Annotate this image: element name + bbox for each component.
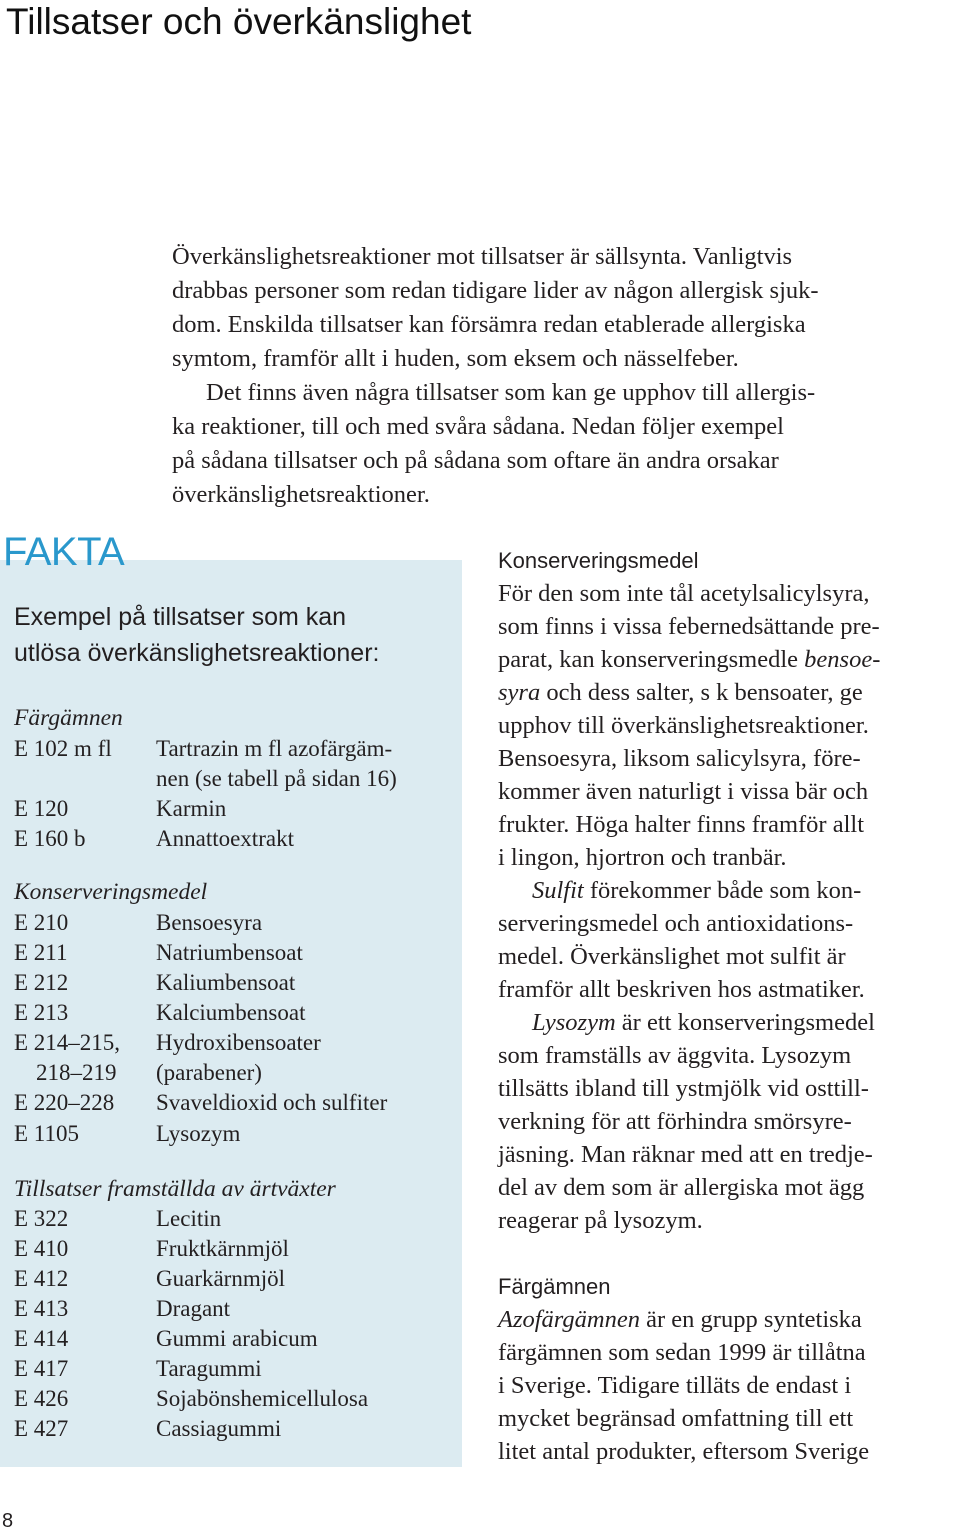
group-title-artvaxter: Tillsatser framställda av ärtväxter (14, 1176, 336, 1202)
body-text: är ett konserveringsmedel (615, 1009, 875, 1036)
page-title: Tillsatser och överkänslighet (6, 1, 472, 42)
additive-name: Cassiagummi (156, 1416, 282, 1441)
fakta-heading-line: Exempel på tillsatser som kan (14, 603, 347, 631)
additive-name: Gummi arabicum (156, 1326, 318, 1351)
additive-name: Dragant (156, 1296, 231, 1321)
additive-code: E 410 (14, 1236, 69, 1261)
additive-name: Tartrazin m fl azofärgäm- (156, 736, 393, 761)
additive-name: Bensoesyra (156, 910, 263, 935)
additive-name: Guarkärnmjöl (156, 1266, 286, 1291)
intro-line: ka reaktioner, till och med svåra sådana. Nedan följer exempel (172, 413, 784, 440)
intro-line: på sådana tillsatser och på sådana som oftare än andra orsakar (172, 447, 779, 474)
additive-code: E 160 b (14, 826, 86, 851)
body-line: Bensoesyra, liksom salicylsyra, före- (498, 745, 861, 772)
body-line: färgämnen som sedan 1999 är tillåtna (498, 1339, 866, 1366)
intro-line: drabbas personer som redan tidigare lider av någon allergisk sjuk- (172, 277, 819, 304)
body-line (498, 1006, 958, 1039)
body-line: mycket begränsad omfattning till ett (498, 1405, 854, 1432)
additive-code: 218–219 (36, 1060, 117, 1085)
body-line: kommer även naturligt i vissa bär och (498, 778, 869, 805)
group-title-konserveringsmedel: Konserveringsmedel (14, 879, 208, 905)
body-column (498, 544, 958, 1468)
additive-code: E 322 (14, 1206, 69, 1231)
intro-line: dom. Enskilda tillsatser kan försämra redan etablerade allergiska (172, 311, 806, 338)
spacer (498, 1237, 958, 1270)
additive-code: E 413 (14, 1296, 69, 1321)
intro-paragraph (172, 240, 942, 512)
additive-code: E 412 (14, 1266, 69, 1291)
additive-code: E 414 (14, 1326, 69, 1351)
emphasis-term: bensoe- (804, 646, 881, 673)
body-line: framför allt beskriven hos astmatiker. (498, 976, 865, 1003)
additive-name: Karmin (156, 796, 227, 821)
section-heading-fargamnen: Färgämnen (498, 1274, 611, 1299)
body-line: upphov till överkänslighetsreaktioner. (498, 712, 869, 739)
additive-code: E 213 (14, 1000, 69, 1025)
body-line: tillsätts ibland till ystmjölk vid osttill- (498, 1075, 869, 1102)
additive-name: Kaliumbensoat (156, 970, 296, 995)
additive-name: Svaveldioxid och sulfiter (156, 1090, 388, 1115)
additive-code: E 220–228 (14, 1090, 115, 1115)
intro-line: överkänslighetsreaktioner. (172, 481, 430, 508)
body-line (498, 874, 958, 907)
body-line: i Sverige. Tidigare tilläts de endast i (498, 1372, 852, 1399)
body-text: är en grupp syntetiska (640, 1306, 862, 1333)
additive-code: E 417 (14, 1356, 69, 1381)
body-line: För den som inte tål acetylsalicylsyra, (498, 580, 870, 607)
emphasis-term: Azofärgämnen (498, 1306, 640, 1333)
body-line: i lingon, hjortron och tranbär. (498, 844, 787, 871)
body-line (498, 643, 958, 676)
additive-name: Fruktkärnmjöl (156, 1236, 289, 1261)
fakta-heading (14, 599, 454, 671)
intro-line: symtom, framför allt i huden, som eksem och nässelfeber. (172, 345, 739, 372)
additive-code: E 1105 (14, 1121, 79, 1146)
body-text: parat, kan konserveringsmedle (498, 646, 805, 673)
additive-name: Hydroxibensoater (156, 1030, 321, 1055)
additive-code: E 426 (14, 1386, 69, 1411)
body-line (498, 676, 958, 709)
body-line: medel. Överkänslighet mot sulfit är (498, 943, 846, 970)
emphasis-term: syra (498, 679, 541, 706)
section-heading-konserveringsmedel: Konserveringsmedel (498, 548, 699, 573)
body-text: förekommer både som kon- (583, 877, 862, 904)
additive-name: Natriumbensoat (156, 940, 303, 965)
intro-line: Det finns även några tillsatser som kan ge upphov till allergis- (206, 379, 816, 406)
additive-name: (parabener) (156, 1060, 262, 1085)
additive-name: Annattoextrakt (156, 826, 294, 851)
fakta-heading-line: utlösa överkänslighetsreaktioner: (14, 639, 380, 667)
additive-code: E 427 (14, 1416, 69, 1441)
emphasis-term: Sulfit (532, 877, 584, 904)
group-title-fargamnen: Färgämnen (14, 705, 123, 731)
body-line (498, 1303, 958, 1336)
body-line: reagerar på lysozym. (498, 1207, 703, 1234)
page-number: 8 (2, 1510, 14, 1532)
body-line: jäsning. Man räknar med att en tredje- (498, 1141, 873, 1168)
intro-line: Överkänslighetsreaktioner mot tillsatser är sällsynta. Vanligtvis (172, 243, 793, 270)
additive-code: E 214–215, (14, 1030, 121, 1055)
additive-code: E 210 (14, 910, 69, 935)
additive-name: nen (se tabell på sidan 16) (156, 766, 397, 791)
additive-code: E 211 (14, 940, 68, 965)
body-text: och dess salter, s k bensoater, ge (540, 679, 863, 706)
additive-code: E 212 (14, 970, 69, 995)
additive-name: Lysozym (156, 1121, 241, 1146)
body-line: som framställs av äggvita. Lysozym (498, 1042, 852, 1069)
additive-code: E 102 m fl (14, 736, 112, 761)
emphasis-term: Lysozym (532, 1009, 616, 1036)
body-line: serveringsmedel och antioxidations- (498, 910, 854, 937)
body-line: verkning för att förhindra smörsyre- (498, 1108, 852, 1135)
additive-name: Kalciumbensoat (156, 1000, 306, 1025)
body-line: del av dem som är allergiska mot ägg (498, 1174, 865, 1201)
fakta-label: FAKTA (3, 530, 125, 574)
additive-name: Sojabönshemicellulosa (156, 1386, 369, 1411)
additive-name: Taragummi (156, 1356, 262, 1381)
body-line: frukter. Höga halter finns framför allt (498, 811, 865, 838)
body-line: litet antal produkter, eftersom Sverige (498, 1438, 870, 1465)
additive-code: E 120 (14, 796, 69, 821)
body-line: som finns i vissa febernedsättande pre- (498, 613, 880, 640)
additive-name: Lecitin (156, 1206, 222, 1231)
